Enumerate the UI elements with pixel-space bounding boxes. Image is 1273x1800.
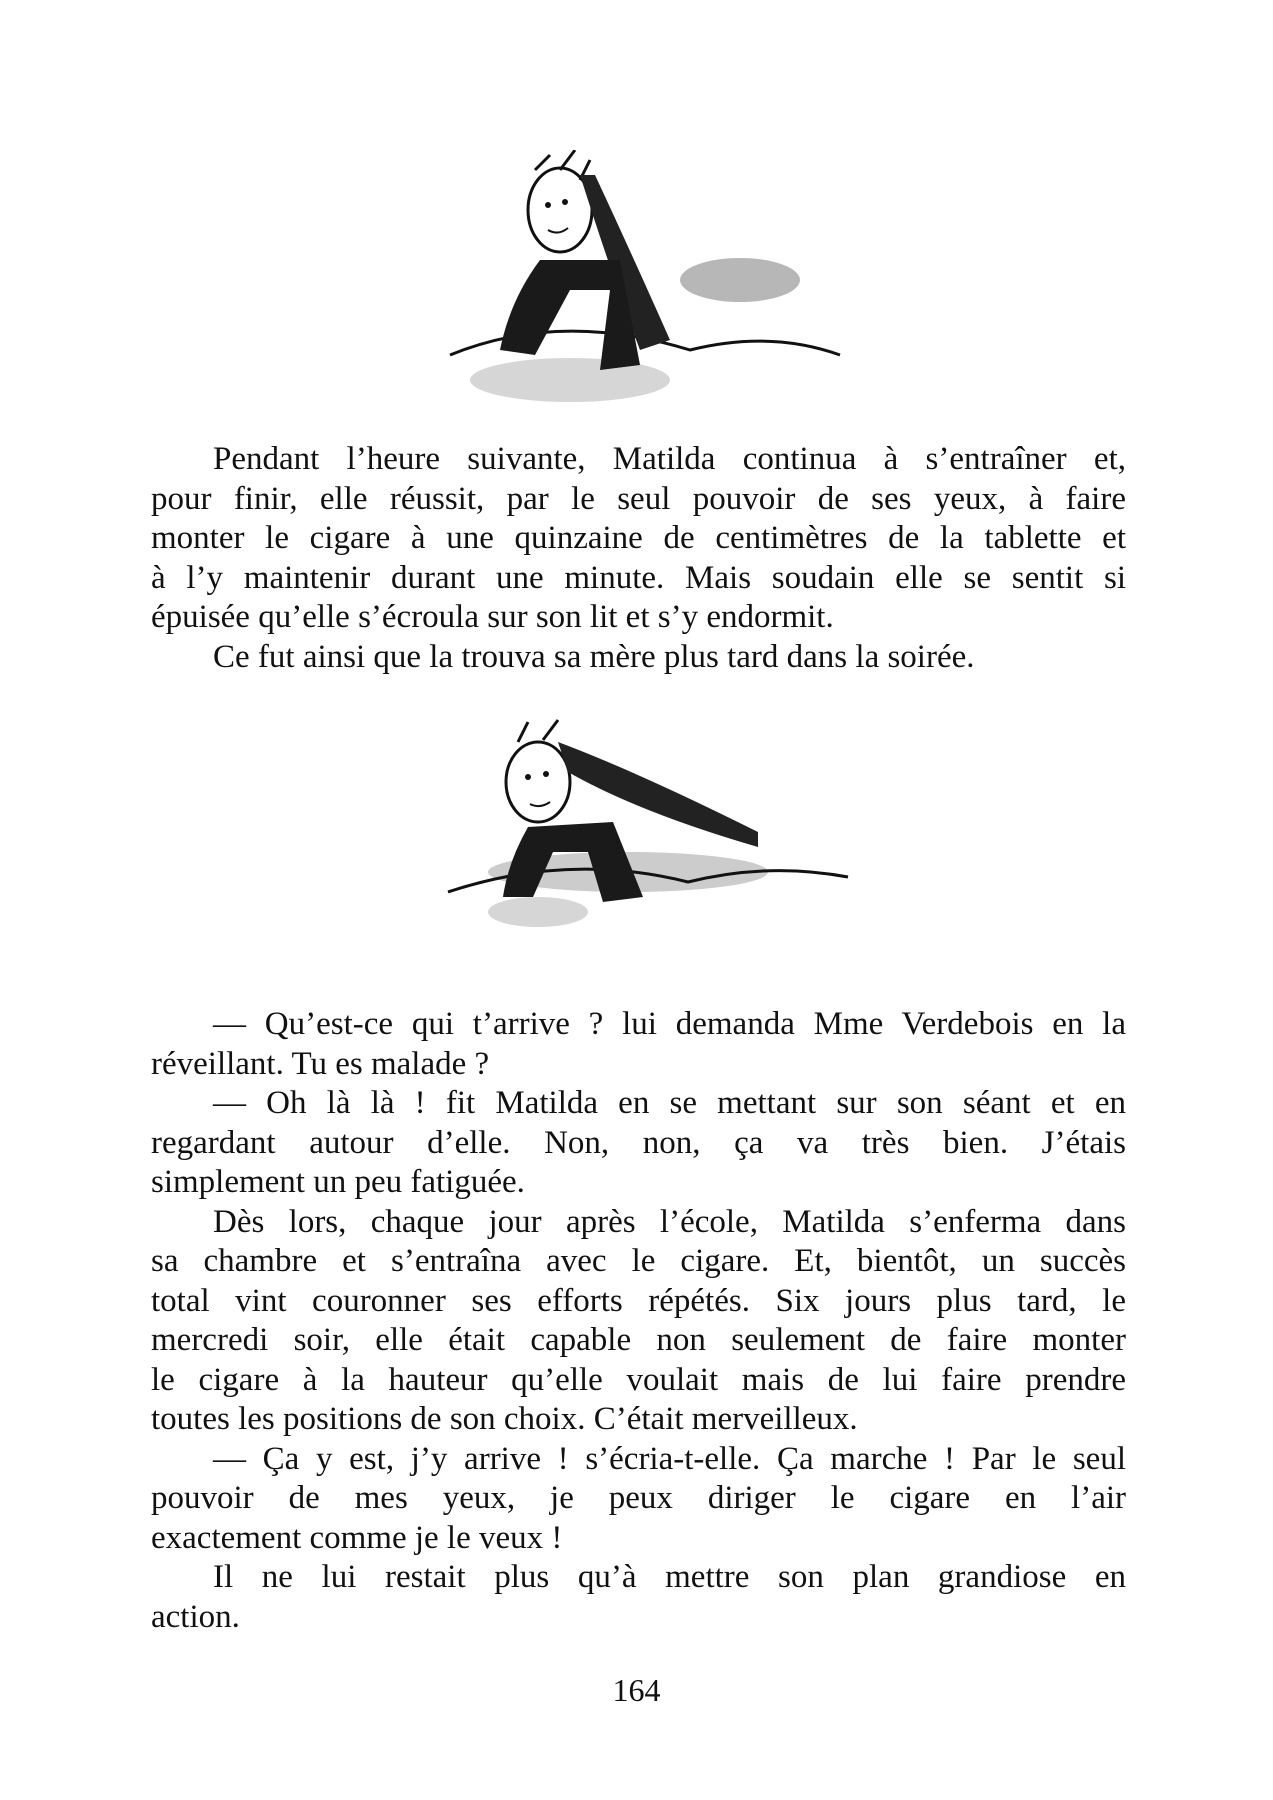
text-line: Pendant l’heure suivante, Matilda continua à s’entraîner et, [213, 441, 1126, 477]
text-line: Il ne lui restait plus qu’à mettre son plan grandiose en [213, 1559, 1126, 1595]
text-line: — Ça y est, j’y arrive ! s’écria-t-elle. Ça marche ! Par le seul [213, 1440, 1126, 1477]
text-line: Ce fut ainsi que la trouva sa mère plus tard dans la soirée. [213, 638, 975, 675]
text-line: action. [151, 1598, 240, 1635]
text-line: pouvoir de mes yeux, je peux diriger le cigare en l’air [151, 1480, 1126, 1516]
text-line: simplement un peu fatiguée. [151, 1164, 525, 1200]
page-number: 164 [612, 1672, 661, 1708]
text-line: regardant autour d’elle. Non, non, ça va très bien. J’étais [151, 1124, 1126, 1161]
paragraph-block-bottom [151, 1005, 1126, 1637]
text-line: — Qu’est-ce qui t’arrive ? lui demanda Mme Verdebois en la [213, 1006, 1126, 1042]
text-line: réveillant. Tu es malade ? [151, 1045, 490, 1082]
text-line: exactement comme je le veux ! [151, 1519, 563, 1556]
text-line: mercredi soir, elle était capable non seulement de faire monter [151, 1322, 1126, 1358]
paragraph-block-top [151, 440, 1126, 677]
text-line: épuisée qu’elle s’écroula sur son lit et s’y endormit. [151, 599, 834, 635]
matilda-illustration-top [440, 150, 860, 410]
matilda-illustration-bottom [428, 712, 868, 972]
text-line: toutes les positions de son choix. C’était merveilleux. [151, 1401, 858, 1437]
text-line: total vint couronner ses efforts répétés. Six jours plus tard, le [151, 1282, 1126, 1319]
text-line: monter le cigare à une quinzaine de centimètres de la tablette et [151, 520, 1126, 556]
text-line: à l’y maintenir durant une minute. Mais soudain elle se sentit si [151, 559, 1126, 596]
text-line: Dès lors, chaque jour après l’école, Matilda s’enferma dans [213, 1203, 1126, 1240]
text-line: le cigare à la hauteur qu’elle voulait mais de lui faire prendre [151, 1361, 1126, 1398]
text-line: — Oh là là ! fit Matilda en se mettant sur son séant et en [213, 1085, 1126, 1121]
text-line: sa chambre et s’entraîna avec le cigare. Et, bientôt, un succès [151, 1243, 1126, 1279]
text-line: pour finir, elle réussit, par le seul pouvoir de ses yeux, à faire [151, 480, 1126, 517]
